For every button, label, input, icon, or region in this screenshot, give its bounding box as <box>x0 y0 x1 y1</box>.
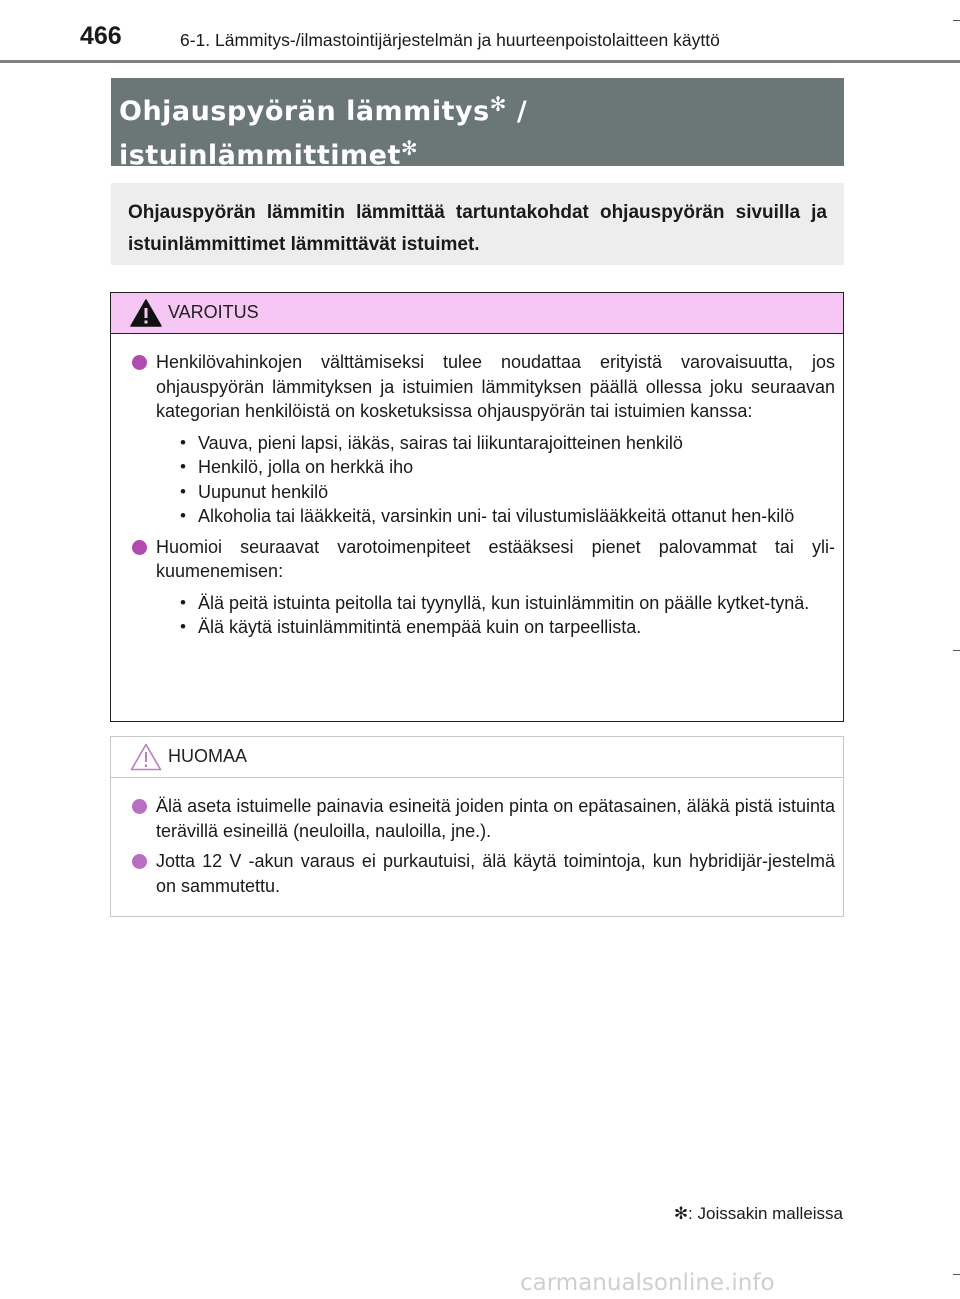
crop-mark-bottom <box>953 1274 960 1275</box>
notice-item <box>132 849 835 898</box>
sub-list-item: • Älä peitä istuinta peitolla tai tyynyllä, kun istuinlämmitin on päälle kytket-tynä. <box>156 591 835 616</box>
header-rule <box>0 60 960 63</box>
notice-item-text: Jotta 12 V -akun varaus ei purkautuisi, älä käytä toimintoja, kun hybridijär-jestelmä on sammutettu. <box>156 851 835 896</box>
chapter-title: 6-1. Lämmitys-/ilmastointijärjestelmän ja huurteenpoistolaitteen käyttö <box>180 30 720 50</box>
sub-list-item: • Älä käytä istuinlämmitintä enempää kuin on tarpeellista. <box>156 615 835 640</box>
footnote: ✻: Joissakin malleissa <box>673 1204 843 1223</box>
warning-triangle-icon <box>129 298 163 328</box>
section-title-separator: / <box>506 96 528 127</box>
bullet-dot-icon <box>132 799 147 814</box>
bullet-dot-icon <box>132 355 147 370</box>
notice-body <box>111 778 843 898</box>
page-header <box>0 0 960 64</box>
crop-mark-middle <box>953 650 960 651</box>
bullet-dot-icon <box>132 540 147 555</box>
asterisk-mark: ✻ <box>489 92 507 116</box>
warning-header <box>111 293 843 334</box>
section-title-line1: Ohjauspyörän lämmitys <box>119 96 490 127</box>
page-number: 466 <box>80 22 122 50</box>
section-title <box>111 78 844 171</box>
sub-list <box>156 591 835 640</box>
section-title-line2: istuinlämmittimet <box>119 140 401 171</box>
warning-box <box>110 292 844 722</box>
intro-text: Ohjauspyörän lämmitin lämmittää tartuntakohdat ohjauspyörän sivuilla ja istuinlämmittimet lämmittävät istuimet. <box>128 202 827 255</box>
notice-item <box>132 794 835 843</box>
warning-item <box>132 535 835 640</box>
warning-label: VAROITUS <box>168 302 259 322</box>
sub-list <box>156 431 835 529</box>
watermark: carmanualsonline.info <box>520 1270 775 1296</box>
intro-box <box>111 183 844 265</box>
sub-list-item: • Henkilö, jolla on herkkä iho <box>156 455 835 480</box>
asterisk-mark: ✻ <box>400 136 419 160</box>
sub-list-item: • Alkoholia tai lääkkeitä, varsinkin uni- tai vilustumislääkkeitä ottanut hen-kilö <box>156 504 835 529</box>
warning-triangle-outline-icon <box>129 742 163 772</box>
warning-item-text: Huomioi seuraavat varotoimenpiteet estääksesi pienet palovammat tai yli-kuumenemisen: <box>156 536 835 581</box>
sub-list-item: • Uupunut henkilö <box>156 480 835 505</box>
warning-body <box>111 334 843 640</box>
notice-header <box>111 737 843 778</box>
notice-label: HUOMAA <box>168 746 248 766</box>
notice-box <box>110 736 844 917</box>
bullet-dot-icon <box>132 854 147 869</box>
warning-item <box>132 350 835 529</box>
notice-item-text: Älä aseta istuimelle painavia esineitä joiden pinta on epätasainen, äläkä pistä istuinta terävillä esineillä (neuloilla, nauloilla, jne.). <box>156 796 835 841</box>
sub-list-item: • Vauva, pieni lapsi, iäkäs, sairas tai liikuntarajoitteinen henkilö <box>156 431 835 456</box>
warning-item-text: Henkilövahinkojen välttämiseksi tulee noudattaa erityistä varovaisuutta, jos ohjauspyörän lämmityksen ja istuimien lämmityksen päällä ollessa joku seuraavan kategorian henkilöistä on kosketuksissa ohjauspyörän tai istuimien kanssa: <box>156 352 835 421</box>
crop-mark-top <box>953 20 960 21</box>
